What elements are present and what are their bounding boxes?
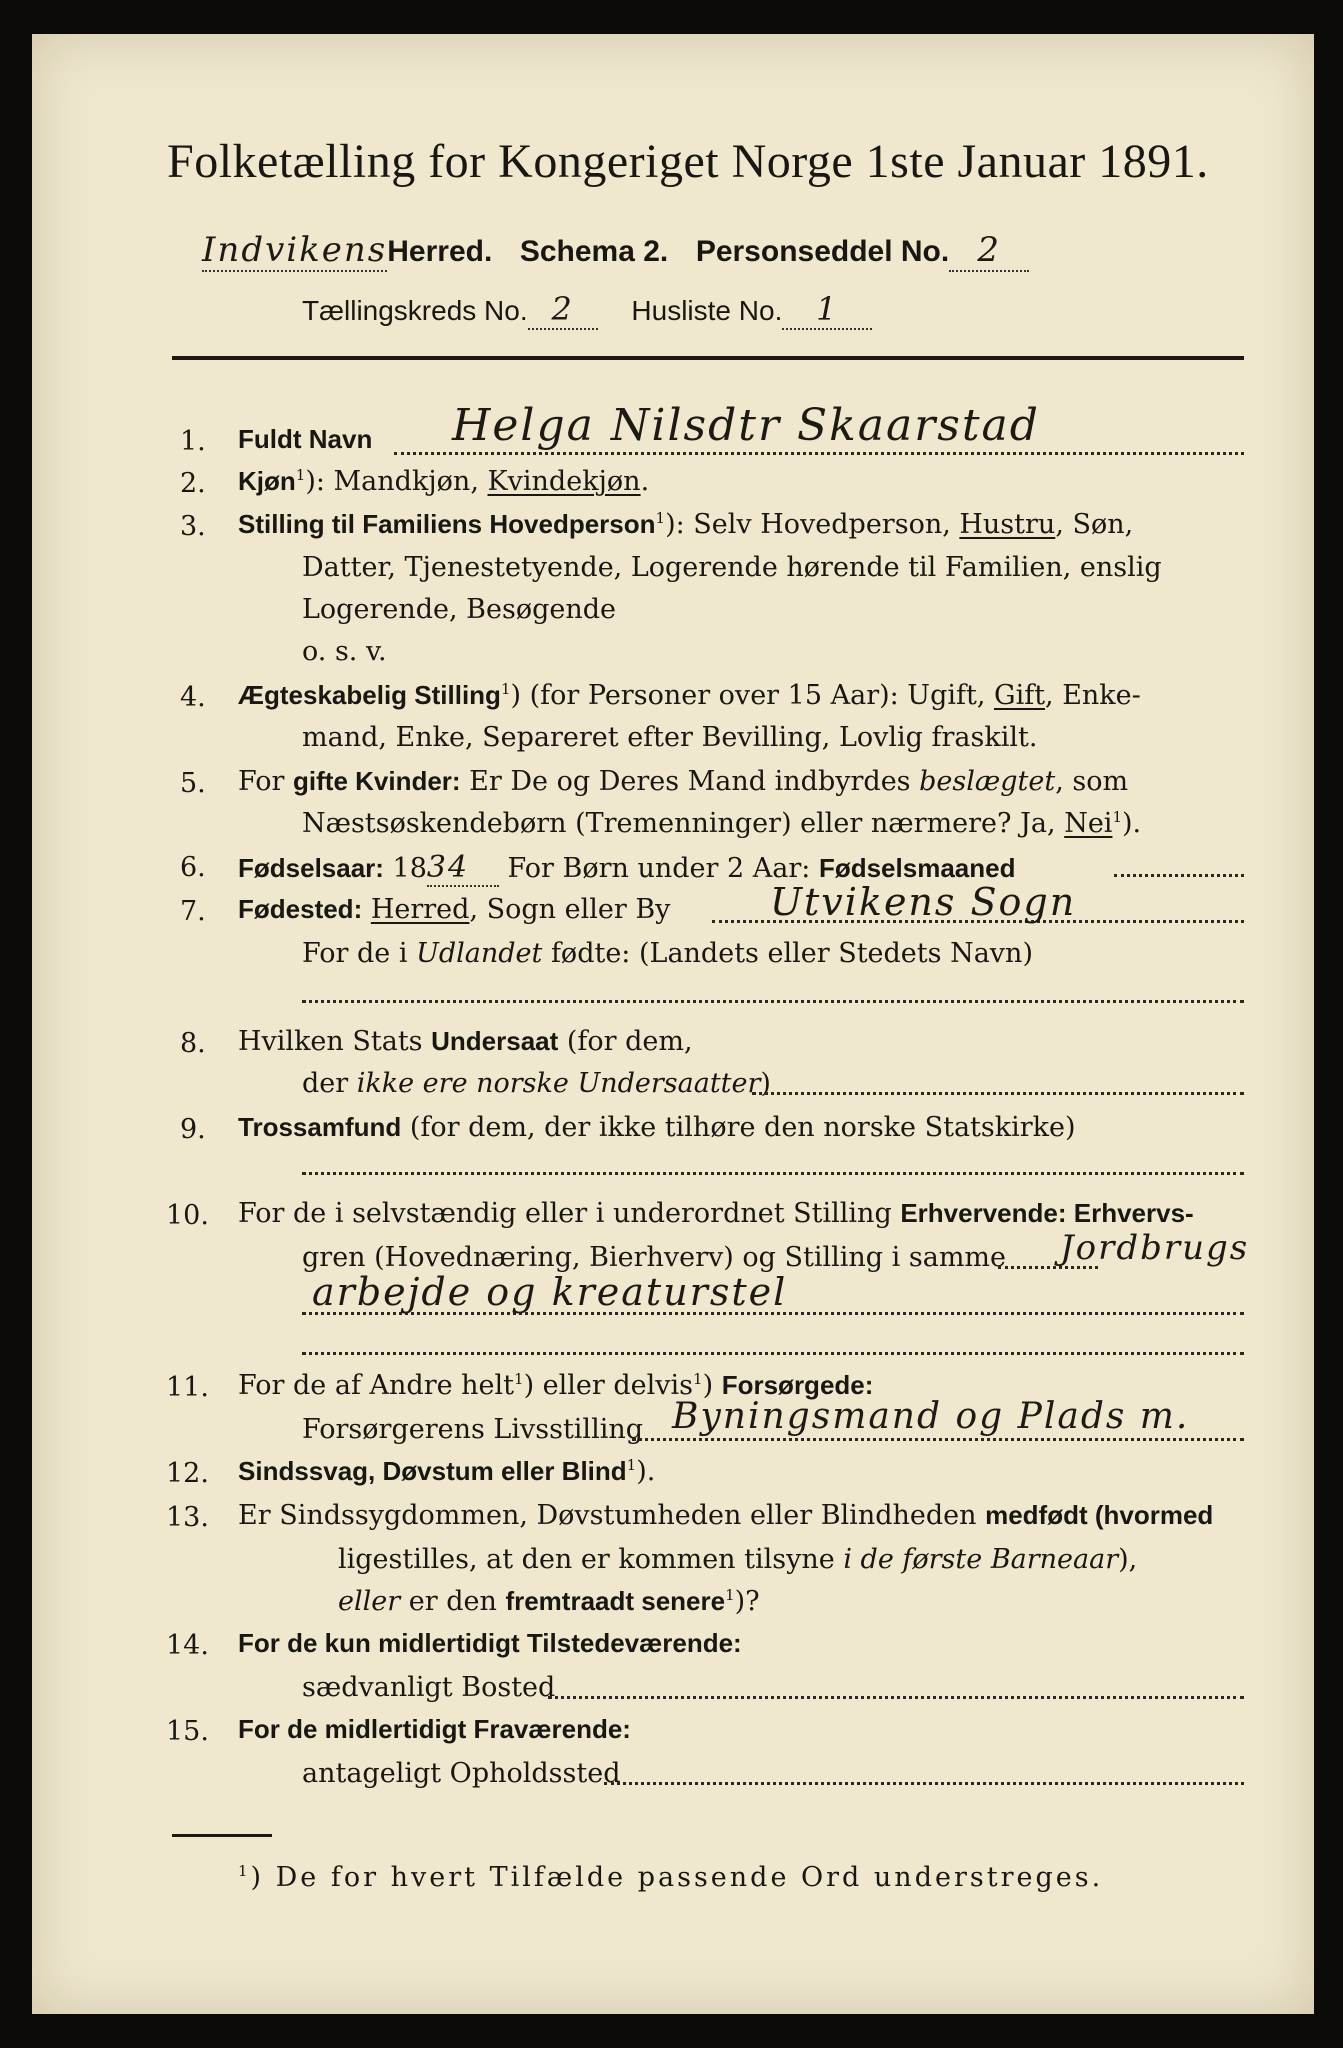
form-title: Folketælling for Kongeriget Norge 1ste Januar 1891. [167,135,1209,188]
q11-text-c: ) [702,1370,722,1401]
q7-label: Fødested: [238,894,363,924]
kreds-line [302,290,872,330]
q3-line2: Datter, Tjenestetyende, Logerende hørende til Familien, enslig [302,552,1162,583]
herred-line [202,230,1029,272]
q6-label: Fødselsaar: [238,853,384,883]
q3-selected: Hustru [959,509,1056,540]
q13-line2-b: i de første Barneaar [843,1544,1119,1575]
q5-line2-c: ). [1121,808,1142,839]
q12-row [238,1456,655,1487]
q5-text-a: For [238,766,294,797]
husliste-label: Husliste No. [631,295,783,326]
q11-line2: Forsørgerens Livsstilling [302,1414,644,1445]
q1-number: 1. [180,426,206,457]
q13-text-a: Er Sindssygdommen, Døvstumheden eller Blindheden [238,1500,986,1531]
q3-number: 3. [180,511,206,542]
q6-number: 6. [180,852,206,883]
q11-dots [632,1438,1244,1441]
q10-label: Erhvervende: [900,1198,1067,1228]
q14-line2: sædvanligt Bosted [302,1672,556,1703]
q13-line3-a: eller [338,1586,401,1617]
personseddel-answer: 2 [949,230,1029,272]
q3-label: Stilling til Familiens Hovedperson [238,509,656,539]
q13-line3-d: )? [734,1586,760,1617]
q5-label: gifte Kvinder: [293,766,461,796]
q12-number: 12. [166,1458,209,1489]
q9-label: Trossamfund [238,1112,402,1142]
q2-selected: Kvindekjøn [487,466,641,497]
q7-line2-a: For de i [302,938,417,969]
q13-line3-b: er den [400,1586,506,1617]
q2-row [238,466,649,497]
q4-label: Ægteskabelig Stilling [238,680,501,710]
q4-line1 [238,680,1141,711]
q5-number: 5. [180,768,206,799]
census-form-sheet [32,34,1314,2014]
q4-line2: mand, Enke, Separeret efter Bevilling, Lovlig fraskilt. [302,722,1038,753]
q5-line1 [238,766,1128,797]
q13-line3 [338,1586,760,1617]
q5-text-d: beslægtet [919,766,1056,797]
q2-text-c: . [640,466,650,497]
q2-text-a: ): Mandkjøn, [305,466,488,497]
q9-row [238,1112,1076,1143]
q8-text-a: Hvilken Stats [238,1026,432,1057]
q7-answer: Utvikens Sogn [770,880,1077,924]
q7-text-c: , Sogn eller By [469,894,671,925]
q8-line2-b: ikke ere norske Undersaatter [356,1068,761,1099]
q8-text-c: (for dem, [558,1026,693,1057]
q7-dotline [302,1000,1244,1003]
footnote-sup: 1 [238,1862,251,1880]
schema-label: Schema 2. [519,235,669,268]
q3-sup: 1 [655,509,666,527]
q10-answer-1: Jordbrugs [1060,1228,1250,1268]
q4-text-c: , Enke- [1045,680,1141,711]
q8-dots [752,1092,1244,1095]
q5-selected: Nei [1064,808,1113,839]
q10-line2: gren (Hovednæring, Bierhverv) og Stilling i samme [302,1242,1007,1273]
q3-line3: Logerende, Besøgende [302,594,616,625]
q8-line2-c: ) [760,1068,771,1099]
q13-line2-a: ligestilles, at den er kommen tilsyne [338,1544,844,1575]
q14-row [238,1628,742,1659]
q8-number: 8. [180,1028,206,1059]
q5-text-c: Er De og Deres Mand indbyrdes [460,766,920,797]
q13-number: 13. [166,1502,209,1533]
q15-row [238,1714,631,1745]
q13-line2-c: ), [1118,1544,1138,1575]
q13-line3-c: fremtraadt senere [505,1586,726,1616]
q10-line1 [238,1198,1194,1229]
q13-label: medfødt (hvormed [985,1500,1214,1530]
q10-dotline-2 [302,1352,1244,1355]
q5-line2 [302,808,1141,839]
personseddel-label: Personseddel No. [695,235,950,268]
q11-sup-2: 1 [693,1370,703,1388]
herred-answer: Indvikens [202,230,388,270]
footnote-text: ) De for hvert Tilfælde passende Ord understreges. [250,1862,1104,1893]
q8-line1 [238,1026,693,1057]
q8-line2-a: der [302,1068,357,1099]
kreds-answer: 2 [528,290,598,330]
q6-text: For Børn under 2 Aar: [498,853,819,884]
kreds-label: Tællingskreds No. [302,295,528,326]
q9-text: (for dem, der ikke tilhøre den norske Statskirke) [401,1112,1076,1143]
q3-text-a: ): Selv Hovedperson, [665,509,960,540]
q2-sup: 1 [295,466,306,484]
q6-dots [1114,874,1244,877]
q4-text-a: ) (for Personer over 15 Aar): Ugift, [510,680,994,711]
q7-line2-b: Udlandet [416,938,543,969]
q10-text-c: Erhvervs- [1066,1198,1194,1228]
q7-text-a [362,894,371,925]
q6-answer: 34 [427,850,499,887]
q6-label2: Fødselsmaaned [818,853,1016,883]
header-rule [172,356,1244,360]
q7-number: 7. [180,896,206,927]
q12-text: ). [636,1456,656,1487]
husliste-answer: 1 [782,290,872,330]
q12-sup: 1 [626,1456,637,1474]
q3-text-c: , Søn, [1055,509,1134,540]
q15-number: 15. [166,1716,209,1747]
q14-dots [548,1696,1244,1699]
q11-number: 11. [166,1372,209,1403]
q12-label: Sindssvag, Døvstum eller Blind [238,1456,627,1486]
q11-sup-1: 1 [514,1370,524,1388]
q9-dotline [302,1172,1244,1175]
q10-answer-2: arbejde og kreaturstel [312,1270,788,1314]
q8-label: Undersaat [431,1026,559,1056]
q15-label: For de midlertidigt Fraværende: [238,1714,631,1744]
q7-line2 [302,938,1033,969]
q5-text-e: , som [1055,766,1129,797]
q6-prefix: 18 [383,853,427,884]
q4-sup: 1 [500,680,511,698]
q11-text-a: For de af Andre helt [238,1370,515,1401]
q11-label: Forsørgede: [721,1370,874,1400]
q8-line2 [302,1068,771,1099]
q10-text-a: For de i selvstændig eller i underordnet Stilling [238,1198,901,1229]
q3-line1 [238,509,1133,540]
q15-dots [604,1782,1244,1785]
q5-line2-a: Næstsøskendebørn (Tremenninger) eller nærmere? Ja, [302,808,1065,839]
q1-row [238,424,372,455]
q15-line2: antageligt Opholdssted [302,1758,621,1789]
q11-answer: Byningsmand og Plads m. [672,1396,1190,1437]
q9-number: 9. [180,1114,206,1145]
q4-selected: Gift [994,680,1046,711]
footnote-rule [172,1834,272,1837]
q13-line2 [338,1544,1137,1575]
q2-label: Kjøn [238,466,296,496]
q1-dots [394,452,1244,455]
q14-number: 14. [166,1630,209,1661]
q11-text-b: ) eller delvis [523,1370,694,1401]
q1-answer: Helga Nilsdtr Skaarstad [452,400,1040,451]
q3-line4: o. s. v. [302,636,387,667]
herred-label: Herred. [387,235,493,268]
q13-line1 [238,1500,1213,1531]
q2-number: 2. [180,468,206,499]
q10-number: 10. [166,1200,209,1231]
q7-line1 [238,894,670,925]
q5-sup: 1 [1112,808,1122,826]
footnote [238,1862,1103,1893]
q7-line2-c: fødte: (Landets eller Stedets Navn) [542,938,1033,969]
q7-selected: Herred [370,894,470,925]
q1-label: Fuldt Navn [238,424,373,454]
q14-label: For de kun midlertidigt Tilstedeværende: [238,1628,742,1658]
q4-number: 4. [180,682,206,713]
q13-sup: 1 [725,1586,735,1604]
